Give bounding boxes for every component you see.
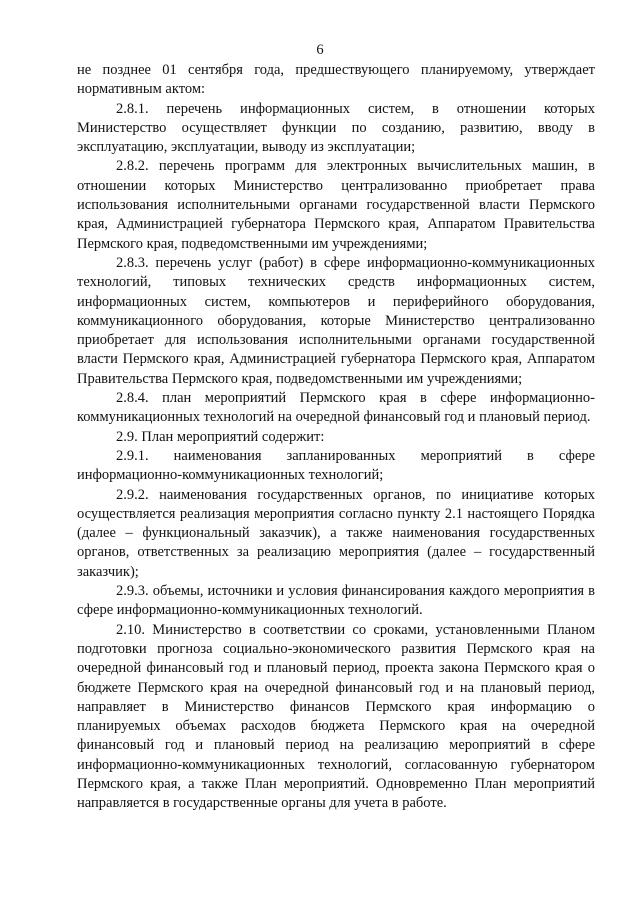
paragraph-2-8-3: 2.8.3. перечень услуг (работ) в сфере информационно-коммуникационных технологий, типовых технических средств информационных систем, информационных систем, компьютеров и периферийного оборудования, коммуникационного оборудования, которые Министерство централизованно приобретает для использования исполнительными органами государственной власти Пермского края, Администрацией губернатора Пермского края, Аппаратом Правительства Пермского края, подведомственными им учреждениями; (77, 254, 595, 387)
page-number: 6 (316, 42, 324, 58)
paragraph-2-8-1: 2.8.1. перечень информационных систем, в отношении которых Министерство осуществляет функции по созданию, развитию, вводу в эксплуатацию, эксплуатации, выводу из эксплуатации; (77, 100, 595, 156)
paragraph-2-10: 2.10. Министерство в соответствии со сроками, установленными Планом подготовки прогноза социально-экономического развития Пермского края на очередной финансовый год и плановый период, проекта закона Пермского края о бюджете Пермского края на очередной финансовый год и на плановый период, направляет в Министерство финансов Пермского края информацию о планируемых объемах расходов бюджета Пермского края на очередной финансовый год и плановый период на реализацию мероприятий в сфере информационно-коммуникационных технологий, согласованную губернатором Пермского края, а также План мероприятий. Одновременно План мероприятий направляется в государственные органы для учета в работе. (77, 621, 595, 812)
paragraph-intro: не позднее 01 сентября года, предшествующего планируемому, утверждает нормативным актом: (77, 62, 595, 98)
paragraph-2-8-4: 2.8.4. план мероприятий Пермского края в сфере информационно-коммуникационных технологий на очередной финансовый год и плановый период. (77, 390, 595, 426)
document-body (77, 61, 595, 814)
paragraph-2-9-2: 2.9.2. наименования государственных органов, по инициативе которых осуществляется реализация мероприятия согласно пункту 2.1 настоящего Порядка (далее – функциональный заказчик), а также наименования государственных органов, ответственных за реализацию мероприятия (далее – государственный заказчик); (77, 486, 595, 580)
paragraph-2-9-3: 2.9.3. объемы, источники и условия финансирования каждого мероприятия в сфере информационно-коммуникационных технологий. (77, 583, 595, 619)
paragraph-2-9-1: 2.9.1. наименования запланированных мероприятий в сфере информационно-коммуникационных технологий; (77, 447, 595, 484)
paragraph-2-8-2: 2.8.2. перечень программ для электронных вычислительных машин, в отношении которых Министерство централизованно приобретает права использования исполнительными органами государственной власти Пермского края, Администрацией губернатора Пермского края, Аппаратом Правительства Пермского края, подведомственными им учреждениями; (77, 158, 595, 252)
paragraph-2-9: 2.9. План мероприятий содержит: (116, 428, 325, 445)
